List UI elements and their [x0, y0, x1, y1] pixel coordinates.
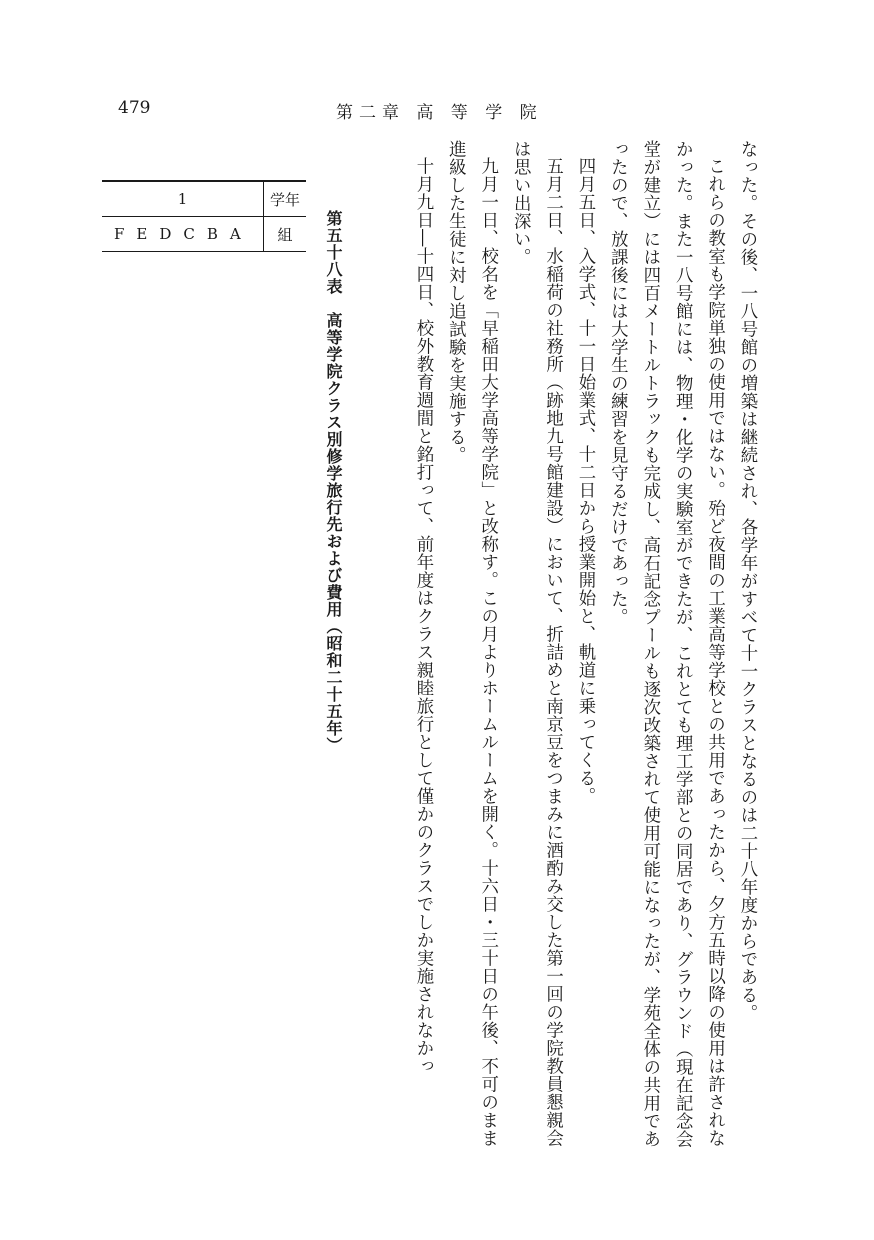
body-text [365, 140, 763, 1150]
label-year: 学年 [264, 181, 307, 217]
body-paragraph: 十月九日―十四日、校外教育週間と銘打って、前年度はクラス親睦旅行として僅かのクラスでしか実施されなかっ [412, 157, 433, 1076]
body-paragraph: 四月五日、入学式、十一日始業式、十二日から授業開始と、軌道に乗ってくる。 [574, 157, 595, 806]
class-letters: FEDCBA [102, 217, 264, 252]
body-paragraph: 五月二日、水稲荷の社務所（跡地九号館建設）において、折詰めと南京豆をつまみに酒酌み交した第一回の学院教員懇親会は思い出深い。 [510, 140, 563, 1148]
body-paragraph: これらの教室も学院単独の使用ではない。殆ど夜間の工業高等学校との共用であったから、夕方五時以降の使用は許されなかった。また一八号館には、物理・化学の実験室ができたが、これとても理工学部との同居であり、グラウンド（現在記念会堂が建立）には四百メートルトラックも完成し、高石記念プールも逐次改築されて使用可能になったが、学苑全体の共用であったので、放課後には大学生の練習を見守るだけであった。 [607, 140, 725, 1148]
trip-table [102, 180, 306, 252]
label-class: 組 [264, 217, 307, 252]
body-paragraph: 九月一日、校名を「早稲田大学高等学院」と改称す。この月よりホームルームを開く。十六日・三十日の午後、不可のまま進級した生徒に対し追試験を実施する。 [445, 140, 498, 1148]
page-number: 479 [118, 98, 151, 118]
table-caption: 第五十八表 高等学院クラス別修学旅行先および費用（昭和二十五年） [324, 210, 343, 754]
body-paragraph: なった。その後、一八号館の増築は継続され、各学年がすべて十一クラスとなるのは二十八年度からである。 [737, 140, 757, 1022]
year-number: 1 [102, 181, 264, 217]
chapter-header: 第二章 高 等 学 院 [336, 103, 543, 123]
